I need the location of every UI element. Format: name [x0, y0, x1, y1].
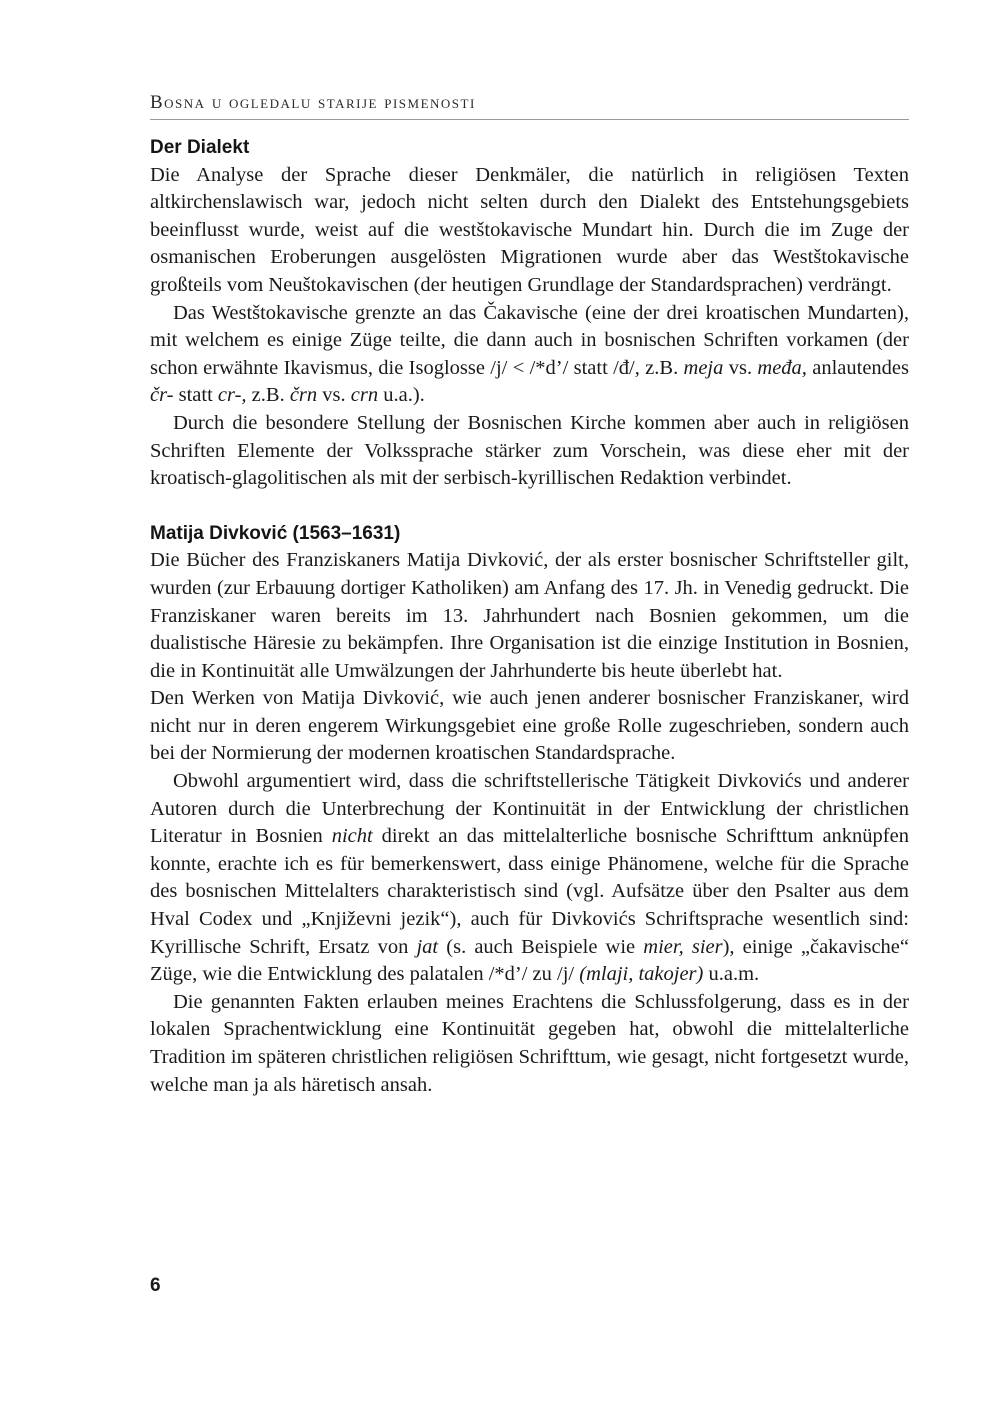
text-run: Das Westštokavische grenzte an das Čakavische (eine der drei kroatischen Mundarten), mit welchem es einige Züge teilte, die dann auch in bosnischen Schriften vorkamen (der schon erwähnte Ikavismus, die Isoglosse /j/ < /*d’/ statt /đ/, z.B.	[150, 301, 909, 379]
italic-term: meja	[683, 356, 724, 379]
paragraph: Durch die besondere Stellung der Bosnischen Kirche kommen aber auch in religiösen Schriften Elemente der Volkssprache stärker zum Vorschein, was diese eher mit der kroatisch-glagolitischen als mit der serbisch-kyrillischen Redaktion verbindet.	[150, 411, 909, 490]
italic-term: čr-	[150, 384, 174, 407]
text-run: (s. auch Beispiele wie	[438, 935, 644, 958]
text-run: anlautendes	[806, 356, 910, 379]
running-head: Bosna u ogledalu starije pismenosti	[150, 92, 909, 120]
italic-term: jat	[416, 935, 439, 958]
paragraph: Die Analyse der Sprache dieser Denkmäler, die natürlich in religiösen Texten altkirchenslawisch war, jedoch nicht selten durch den Dialekt des Entstehungsgebiets beeinflusst wurde, weist auf die westštokavische Mundart hin. Durch die im Zuge der osmanischen Eroberungen ausgelösten Migrationen wurde aber das Westštokavische großteils vom Neuštokavischen (der heutigen Grundlage der Standardsprachen) verdrängt.	[150, 163, 909, 296]
text-run: statt	[173, 384, 218, 407]
italic-term: črn	[289, 384, 318, 407]
italic-term: međa,	[757, 356, 807, 379]
italic-term: crn	[350, 384, 379, 407]
page-number: 6	[150, 1275, 161, 1296]
italic-term: nicht	[331, 825, 373, 848]
text-run: ), einige „čakavische“ Züge, wie die Entwicklung des palatalen /*d’/ zu /j/	[150, 935, 909, 986]
paragraph: Die genannten Fakten erlauben meines Erachtens die Schlussfolgerung, dass es in der lokalen Sprachentwicklung eine Kontinuität gegeben hat, obwohl die mittelalterliche Tradition im späteren christlichen religiösen Schrifttum, wie gesagt, nicht fortgesetzt wurde, welche man ja als häretisch ansah.	[150, 990, 909, 1096]
text-run: Obwohl argumentiert wird, dass die schriftstellerische Tätigkeit Divkovićs und anderer Autoren durch die Unterbrechung der Kontinuität in der Entwicklung der christlichen Literatur in Bosnien	[150, 770, 909, 848]
section-heading-divkovic: Matija Divković (1563–1631)	[150, 522, 401, 544]
text-run: u.a.m.	[703, 963, 760, 986]
text-run: vs.	[723, 356, 758, 379]
paragraph	[150, 300, 909, 410]
section-heading-dialekt: Der Dialekt	[150, 137, 250, 158]
italic-term: mier, sier	[643, 935, 723, 958]
paragraph	[150, 768, 909, 989]
page-body	[150, 134, 909, 1099]
paragraph: Die Bücher des Franziskaners Matija Divković, der als erster bosnischer Schriftsteller gilt, wurden (zur Erbauung dortiger Katholiken) am Anfang des 17. Jh. in Venedig gedruckt. Die Franziskaner waren bereits im 13. Jahrhundert nach Bosnien gekommen, um die dualistische Häresie zu bekämpfen. Ihre Organisation ist die einzige Institution in Bosnien, die in Kontinuität alle Umwälzungen der Jahrhunderte bis heute überlebt hat.	[150, 549, 909, 682]
italic-term: (mlaji, takojer)	[579, 963, 704, 986]
text-run: direkt an das mittelalterliche bosnische Schrifttum anknüpfen konnte, erachte ich es für bemerkenswert, dass einige Phänomene, welche für die Sprache des bosnischen Mittelalters charakteristisch sind (vgl. Aufsätze über den Psalter aus dem Hval Codex und „Književni jezik“), auch für Divkovićs Schriftsprache wesentlich sind: Kyrillische Schrift, Ersatz von	[150, 825, 909, 958]
text-run: u.a.).	[378, 384, 425, 407]
italic-term: cr-,	[217, 384, 247, 407]
text-run: vs.	[317, 384, 351, 407]
text-run: z.B.	[246, 384, 290, 407]
paragraph: Den Werken von Matija Divković, wie auch jenen anderer bosnischer Franziskaner, wird nicht nur in deren engerem Wirkungsgebiet eine große Rolle zugeschrieben, sondern auch bei der Normierung der modernen kroatischen Standardsprache.	[150, 687, 909, 765]
